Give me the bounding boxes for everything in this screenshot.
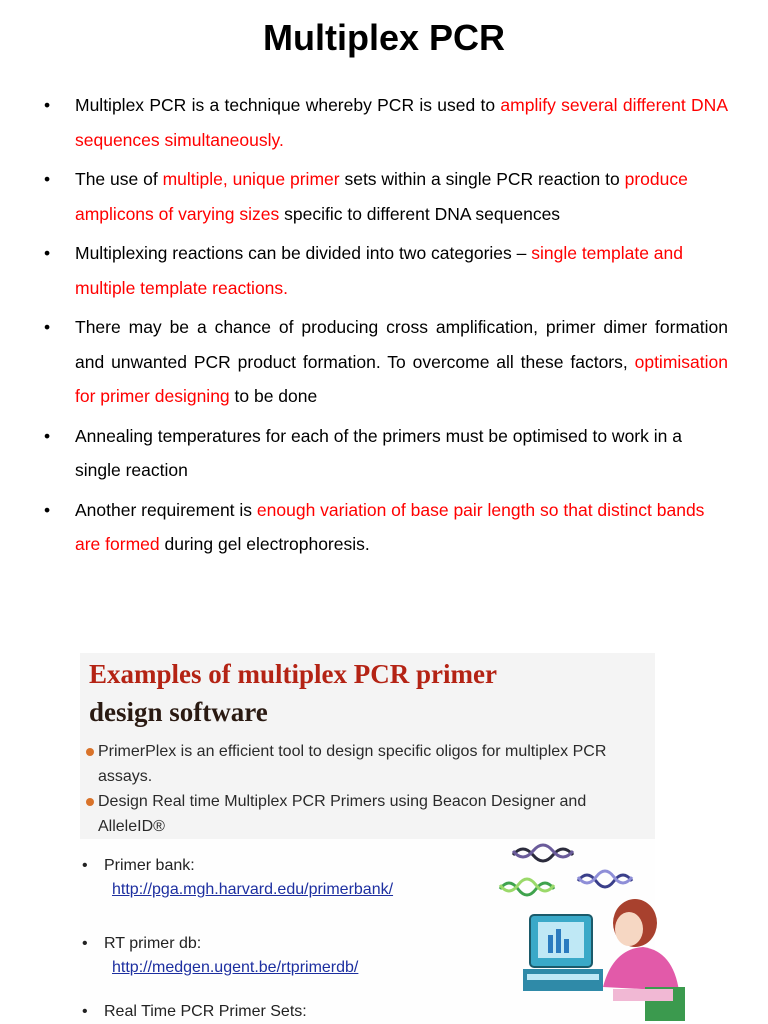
bullet-text: Another requirement is [75, 499, 257, 520]
bullet-text: specific to different DNA sequences [279, 203, 561, 224]
bullet-marker: • [44, 95, 51, 115]
bullet-text: during gel electrophoresis. [159, 534, 370, 554]
computer-monitor-icon [523, 915, 603, 991]
page-title: Multiplex PCR [262, 17, 505, 58]
bullet-list [44, 88, 728, 567]
embedded-bullet-item [86, 739, 646, 789]
link-bullet-marker: • [82, 857, 88, 874]
bullet-marker: • [44, 499, 51, 520]
bullet-marker: • [44, 169, 51, 189]
embedded-slide-title-line2: design software [89, 697, 268, 727]
highlighted-text: multiple, unique primer [162, 169, 340, 189]
bullet-item [44, 419, 728, 488]
bullet-item [44, 493, 728, 562]
bullet-item [44, 88, 728, 157]
database-url-link[interactable]: http://medgen.ugent.be/rtprimerdb/ [112, 959, 359, 976]
highlighted-text: amplify several different DNA sequences simultaneously. [75, 95, 728, 150]
embedded-bullet-text: Design Real time Multiplex PCR Primers using Beacon Designer and AlleleID® [98, 793, 587, 835]
bullet-text: Annealing temperatures for each of the primers must be optimised to work in a single reaction [75, 425, 682, 480]
link-bullet-marker: • [82, 935, 88, 952]
dna-strand-icon [500, 845, 632, 895]
orange-bullet-icon [86, 748, 94, 756]
bullet-marker: • [44, 425, 51, 446]
scientist-person-icon [603, 899, 685, 1021]
scientist-at-computer-icon [495, 837, 765, 1024]
highlighted-text: single template and multiple template reactions. [75, 243, 684, 298]
orange-bullet-icon [86, 798, 94, 806]
bullet-text: The use of [75, 169, 163, 189]
embedded-bullet-text: PrimerPlex is an efficient tool to design specific oligos for multiplex PCR assays. [98, 743, 607, 785]
bullet-text: There may be a chance of producing cross amplification, primer dimer formation and unwanted PCR product formation. To overcome all these factors, [75, 317, 728, 372]
bullet-item [44, 236, 728, 305]
highlighted-text: enough variation of base pair length so that distinct bands are formed [75, 499, 705, 554]
embedded-bullet-item [86, 789, 646, 839]
bullet-text: to be done [229, 386, 318, 406]
bullet-text: Multiplex PCR is a technique whereby PCR is used to [75, 95, 501, 115]
bullet-item [44, 162, 728, 231]
highlighted-text: produce amplicons of varying sizes [75, 169, 688, 224]
embedded-slide-title-line1: Examples of multiplex PCR primer [89, 659, 497, 689]
database-label: RT primer db: [104, 935, 202, 952]
link-bullet-marker: • [82, 1003, 88, 1020]
bullet-marker: • [44, 243, 51, 263]
bullet-text: sets within a single PCR reaction to [339, 169, 625, 189]
embedded-slide-bullets [86, 739, 646, 839]
highlighted-text: optimisation for primer designing [75, 351, 728, 406]
embedded-slide-title [89, 655, 609, 731]
database-label: Primer bank: [104, 857, 195, 874]
database-label: Real Time PCR Primer Sets: [104, 1003, 307, 1020]
bullet-text: Multiplexing reactions can be divided into two categories – [75, 243, 532, 263]
database-url-link[interactable]: http://pga.mgh.harvard.edu/primerbank/ [112, 881, 394, 898]
bullet-marker: • [44, 317, 51, 337]
bullet-item [44, 310, 728, 414]
